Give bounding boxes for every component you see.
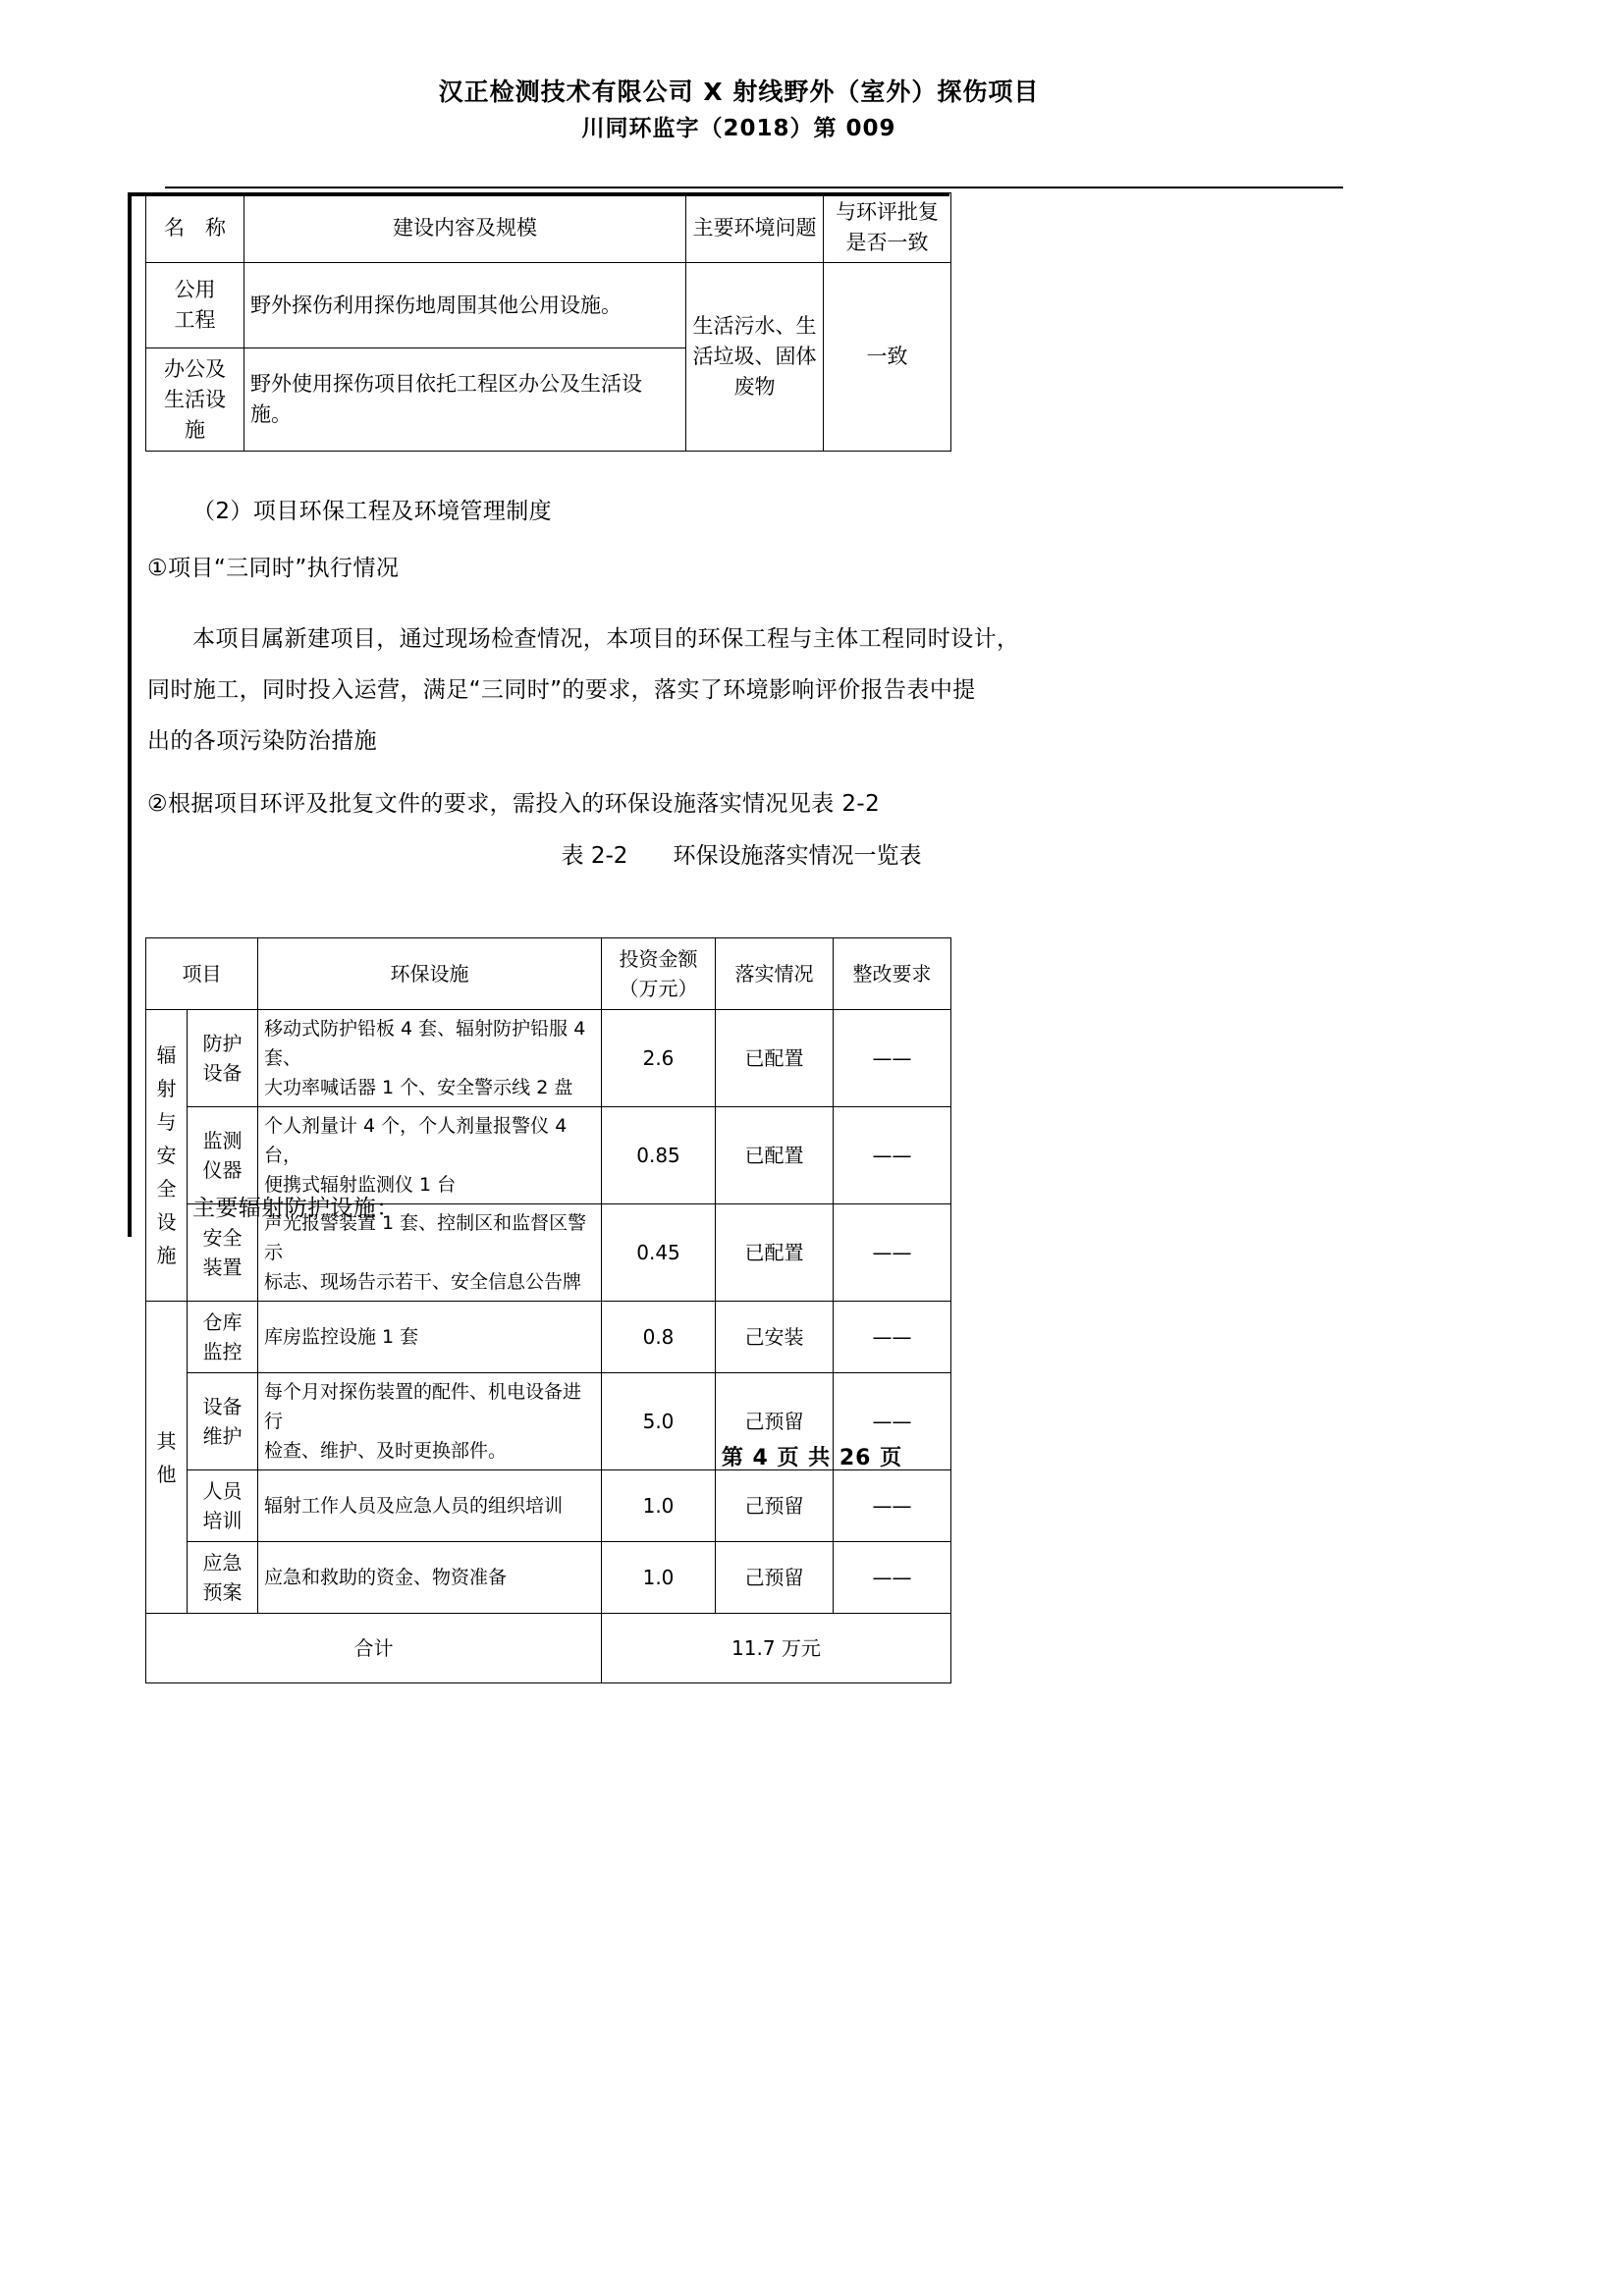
table-1-env-issue-line-3: 废物 — [733, 375, 776, 399]
paragraph-item-2: ②根据项目环评及批复文件的要求，需投入的环保设施落实情况见表 2-2 — [147, 791, 881, 817]
table-1-row-2-content: 野外使用探伤项目依托工程区办公及生活设施。 — [244, 348, 686, 452]
table-1-row-1-name-line-2: 工程 — [174, 308, 216, 332]
table-2-col-amount-line-2: （万元） — [619, 977, 698, 1000]
table-2-total-row — [146, 1614, 951, 1683]
table-row — [146, 263, 951, 348]
table-2-row-1-rectify: —— — [834, 1010, 951, 1107]
table-2-row-4-sub-line-1: 仓库 — [202, 1310, 243, 1334]
table-2-header-row — [146, 938, 951, 1010]
table-2-row-4-status: 己安装 — [716, 1302, 834, 1373]
table-row — [146, 1542, 951, 1614]
table-1-env-issue-cell — [686, 263, 824, 452]
table-1-col-name: 名 称 — [146, 193, 244, 263]
table-2-row-1-facility-line-2: 大功率喊话器 1 个、安全警示线 2 盘 — [264, 1077, 573, 1098]
table-2-row-6-status: 己预留 — [716, 1470, 834, 1542]
table-2-row-2-sub-line-2: 仪器 — [202, 1158, 243, 1182]
paragraph-section-2-title: （2）项目环保工程及环境管理制度 — [192, 499, 553, 524]
table-2-caption-label: 表 2-2 — [561, 843, 628, 869]
table-2-total-label: 合计 — [146, 1614, 602, 1683]
table-2-row-1-facility — [258, 1010, 602, 1107]
table-1-row-2-name — [146, 348, 244, 452]
table-2-col-amount — [602, 938, 716, 1010]
table-2-row-3-sub-line-1: 安全 — [202, 1226, 243, 1250]
environmental-facilities-table — [145, 937, 951, 1683]
table-2-caption-title: 环保设施落实情况一览表 — [673, 843, 922, 869]
table-row — [146, 1010, 951, 1107]
table-2-row-3-facility-line-2: 标志、现场告示若干、安全信息公告牌 — [264, 1271, 582, 1293]
table-2-row-5-sub-line-2: 维护 — [202, 1424, 243, 1448]
table-2-row-2-facility-line-2: 便携式辐射监测仪 1 台 — [264, 1174, 457, 1196]
table-2-row-5-facility-line-1: 每个月对探伤装置的配件、机电设备进行 — [264, 1381, 582, 1432]
table-2-row-6-sub — [188, 1470, 258, 1542]
table-1-wrapper — [145, 192, 950, 452]
table-2-group-2-label: 其他 — [146, 1302, 188, 1614]
table-2-row-3-sub-line-2: 装置 — [202, 1255, 243, 1279]
table-1-row-2-name-line-1: 办公及 — [164, 356, 226, 381]
table-1-col-env-issue: 主要环境问题 — [686, 193, 824, 263]
table-2-row-1-sub-line-2: 设备 — [202, 1061, 243, 1085]
table-2-row-5-facility-line-2: 检查、维护、及时更换部件。 — [264, 1440, 508, 1462]
table-2-row-1-amount: 2.6 — [602, 1010, 716, 1107]
table-1-row-2-name-line-3: 施 — [185, 417, 205, 442]
table-2-row-7-rectify: —— — [834, 1542, 951, 1614]
table-2-col-rectify: 整改要求 — [834, 938, 951, 1010]
table-1-col-consistency-line-2: 是否一致 — [845, 231, 929, 254]
table-1-row-1-content: 野外探伤利用探伤地周围其他公用设施。 — [244, 263, 686, 348]
table-2-row-1-status: 已配置 — [716, 1010, 834, 1107]
table-2-wrapper — [145, 937, 950, 1683]
table-1-row-1-name-line-1: 公用 — [174, 278, 216, 301]
table-row — [146, 1470, 951, 1542]
table-2-col-status: 落实情况 — [716, 938, 834, 1010]
table-1-row-2-name-line-2: 生活设 — [164, 387, 226, 411]
table-2-row-5-rectify: —— — [834, 1373, 951, 1470]
table-2-group-1-label: 辐射与安全设施 — [146, 1010, 188, 1302]
table-2-row-3-amount: 0.45 — [602, 1204, 716, 1302]
table-2-caption — [147, 839, 1335, 873]
paragraph-body-line-3: 出的各项污染防治措施 — [147, 728, 377, 754]
table-2-col-facility: 环保设施 — [258, 938, 602, 1010]
table-1-col-consistency-line-1: 与环评批复 — [836, 200, 939, 224]
paragraph-item-1: ①项目“三同时”执行情况 — [147, 556, 400, 581]
table-row — [146, 1302, 951, 1373]
table-2-row-5-amount: 5.0 — [602, 1373, 716, 1470]
table-2-row-4-sub-line-2: 监控 — [202, 1340, 243, 1363]
construction-content-table — [145, 192, 951, 452]
table-2-row-7-sub-line-1: 应急 — [202, 1551, 243, 1575]
table-2-row-6-rectify: —— — [834, 1470, 951, 1542]
table-2-total-value: 11.7 万元 — [602, 1614, 951, 1683]
table-2-col-amount-line-1: 投资金额 — [619, 947, 698, 971]
table-2-row-4-rectify: —— — [834, 1302, 951, 1373]
table-2-row-6-sub-line-2: 培训 — [202, 1509, 243, 1532]
table-2-row-6-amount: 1.0 — [602, 1470, 716, 1542]
table-2-row-3-status: 已配置 — [716, 1204, 834, 1302]
table-1-col-consistency — [824, 193, 951, 263]
table-2-row-1-sub — [188, 1010, 258, 1107]
table-2-row-7-status: 己预留 — [716, 1542, 834, 1614]
table-2-row-6-facility: 辐射工作人员及应急人员的组织培训 — [258, 1470, 602, 1542]
table-2-row-6-sub-line-1: 人员 — [202, 1479, 243, 1503]
header-divider-rule — [165, 187, 1343, 188]
table-2-row-4-amount: 0.8 — [602, 1302, 716, 1373]
table-2-row-1-facility-line-1: 移动式防护铅板 4 套、辐射防护铅服 4 套、 — [264, 1018, 586, 1069]
document-header — [128, 75, 1350, 145]
table-2-row-7-sub-line-2: 预案 — [202, 1580, 243, 1604]
header-title-line-1: 汉正检测技术有限公司 X 射线野外（室外）探伤项目 — [438, 78, 1040, 106]
table-2-row-4-sub — [188, 1302, 258, 1373]
table-2-row-2-status: 已配置 — [716, 1107, 834, 1204]
page-footer: 第 4 页 共 26 页 — [721, 1446, 903, 1470]
table-2-row-5-sub-line-1: 设备 — [202, 1395, 243, 1418]
table-2-row-2-amount: 0.85 — [602, 1107, 716, 1204]
table-2-row-2-sub-line-1: 监测 — [202, 1129, 243, 1152]
table-2-row-4-facility: 库房监控设施 1 套 — [258, 1302, 602, 1373]
paragraph-body-line-1: 本项目属新建项目，通过现场检查情况，本项目的环保工程与主体工程同时设计， — [192, 626, 1020, 652]
paragraph-body-line-2: 同时施工，同时投入运营，满足“三同时”的要求，落实了环境影响评价报告表中提 — [147, 677, 976, 703]
table-2-row-2-rectify: —— — [834, 1107, 951, 1204]
table-2-row-3-facility-line-1: 声光报警装置 1 套、控制区和监督区警示 — [264, 1212, 587, 1263]
table-2-col-project: 项目 — [146, 938, 258, 1010]
table-2-row-3-rectify: —— — [834, 1204, 951, 1302]
table-2-row-5-status: 己预留 — [716, 1373, 834, 1470]
table-1-env-issue-line-1: 生活污水、生 — [692, 314, 817, 338]
table-1-consistency-cell: 一致 — [824, 263, 951, 452]
table-2-row-2-facility-line-1: 个人剂量计 4 个，个人剂量报警仪 4 台， — [264, 1115, 568, 1166]
table-2-row-7-facility: 应急和救助的资金、物资准备 — [258, 1542, 602, 1614]
table-1-env-issue-line-2: 活垃圾、固体 — [692, 345, 817, 368]
table-1-col-content: 建设内容及规模 — [244, 193, 686, 263]
closing-line: 主要辐射防护设施： — [192, 1196, 400, 1221]
table-1-row-1-name — [146, 263, 244, 348]
table-1-header-row — [146, 193, 951, 263]
table-2-row-7-amount: 1.0 — [602, 1542, 716, 1614]
header-title-line-2: 川同环监字（2018）第 009 — [581, 116, 896, 141]
table-2-row-1-sub-line-1: 防护 — [202, 1032, 243, 1055]
table-2-row-7-sub — [188, 1542, 258, 1614]
